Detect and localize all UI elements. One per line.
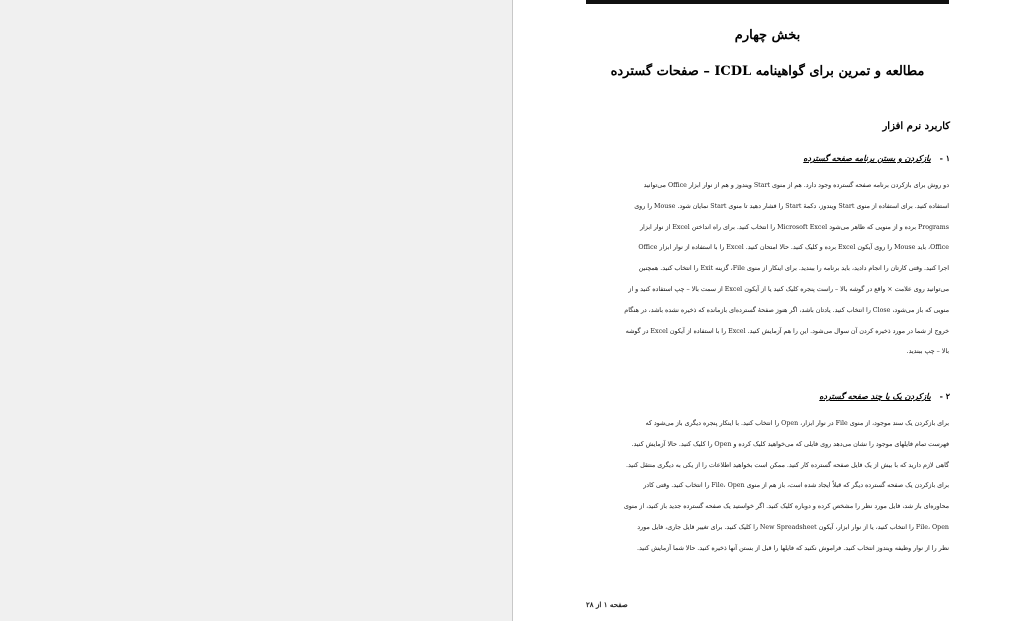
paragraph-line: دو روش برای بازکردن برنامه صفحه گسترده وجود دارد. هم از منوی Start ویندوز و هم از نوار ابزار Office می‌توانید <box>643 182 949 189</box>
page-footer: صفحه ۱ از ۲۸ <box>586 600 628 609</box>
section-heading: کاربرد نرم افزار <box>882 121 950 132</box>
subsection-number: ۲ - <box>939 391 950 401</box>
paragraph-line: برای بازکردن یک سند موجود، از منوی File در نوار ابزار، Open را انتخاب کنید. با اینکار پنجره دیگری باز می‌شود که <box>645 420 949 427</box>
paragraph-line: Programs برده و از منویی که ظاهر می‌شود Microsoft Excel را انتخاب کنید. برای راه انداختن Excel از نوار ابزار <box>639 223 949 231</box>
paragraph-line: نظر را از نوار وظیفه ویندوز انتخاب کنید. فراموش نکنید که فایلها را قبل از بستن آنها ذخیره کنید. حالا شما آزمایش کنید. <box>637 544 949 552</box>
paragraph-line: Office، باید Mouse را روی آیکون Excel برده و کلیک کنید. حالا امتحان کنید. Excel را با استفاده از نوار ابزار Office <box>638 244 949 252</box>
paragraph-line: خروج از شما در مورد ذخیره کردن آن سوال می‌شود. این را هم آزمایش کنید. Excel را با استفاده از آیکون Excel در گوشه <box>625 327 949 335</box>
document-page <box>512 0 1024 621</box>
paragraph-line: گاهی لازم دارید که با بیش از یک فایل صفحه گسترده کار کنید. ممکن است بخواهید اطلاعات را از یکی به دیگری منتقل کنید. <box>625 461 949 469</box>
paragraph-line: محاوره‌ای باز شد، فایل مورد نظر را مشخص کرده و دوباره کلیک کنید. اگر خواستید یک صفحه گسترده جدید باز کنید، از منوی <box>623 503 949 511</box>
main-title: مطالعه و تمرین برای گواهینامه ICDL – صفحات گسترده <box>610 64 925 79</box>
paragraph-2 <box>586 414 949 560</box>
subsection-title: بازکردن و بستن برنامه صفحه گسترده <box>803 153 931 163</box>
paragraph-line: File، Open را انتخاب کنید، یا از نوار ابزار، آیکون New Spreadsheet را کلیک کنید. برای تغییر فایل جاری، فایل مورد <box>637 523 949 531</box>
subsection-number: ۱ - <box>939 153 950 163</box>
paragraph-line: می‌توانید روی علامت × واقع در گوشه بالا – راست پنجره کلیک کنید یا از آیکون Excel از سمت بالا – چپ استفاده کنید و از <box>628 285 949 293</box>
paragraph-line: اجرا کنید. وقتی کارتان را انجام دادید، باید برنامه را ببندید. برای اینکار از منوی File، گزینه Exit را انتخاب کنید. همچنین <box>638 265 949 273</box>
subsection-title: بازکردن یک یا چند صفحه گسترده <box>819 391 931 401</box>
paragraph-1 <box>586 176 949 363</box>
top-rule <box>586 0 949 4</box>
paragraph-line: منویی که باز می‌شود، Close را انتخاب کنید. یادتان باشد، اگر هنوز صفحهٔ گسترده‌ای بازمانده که ذخیره نشده باشد، در هنگام <box>624 306 949 314</box>
paragraph-line: برای بازکردن یک صفحه گسترده دیگر که قبلاً ایجاد شده است، باز هم از منوی File، Open را انتخاب کنید. وقتی کادر <box>643 482 949 490</box>
paragraph-line: فهرست تمام فایلهای موجود را نشان می‌دهد روی فایلی که می‌خواهید کلیک کرده و Open را کلیک کنید. حالا آزمایش کنید. <box>631 440 949 448</box>
section-title: بخش چهارم <box>734 28 801 43</box>
paragraph-line: بالا – چپ ببندید. <box>906 348 949 356</box>
subsection-heading-2 <box>819 391 950 401</box>
subsection-heading-1 <box>803 153 950 163</box>
paragraph-line: استفاده کنید. برای استفاده از منوی Start ویندوز، دکمهٔ Start را فشار دهید تا منوی Start نمایان شود. Mouse را روی <box>634 202 949 210</box>
